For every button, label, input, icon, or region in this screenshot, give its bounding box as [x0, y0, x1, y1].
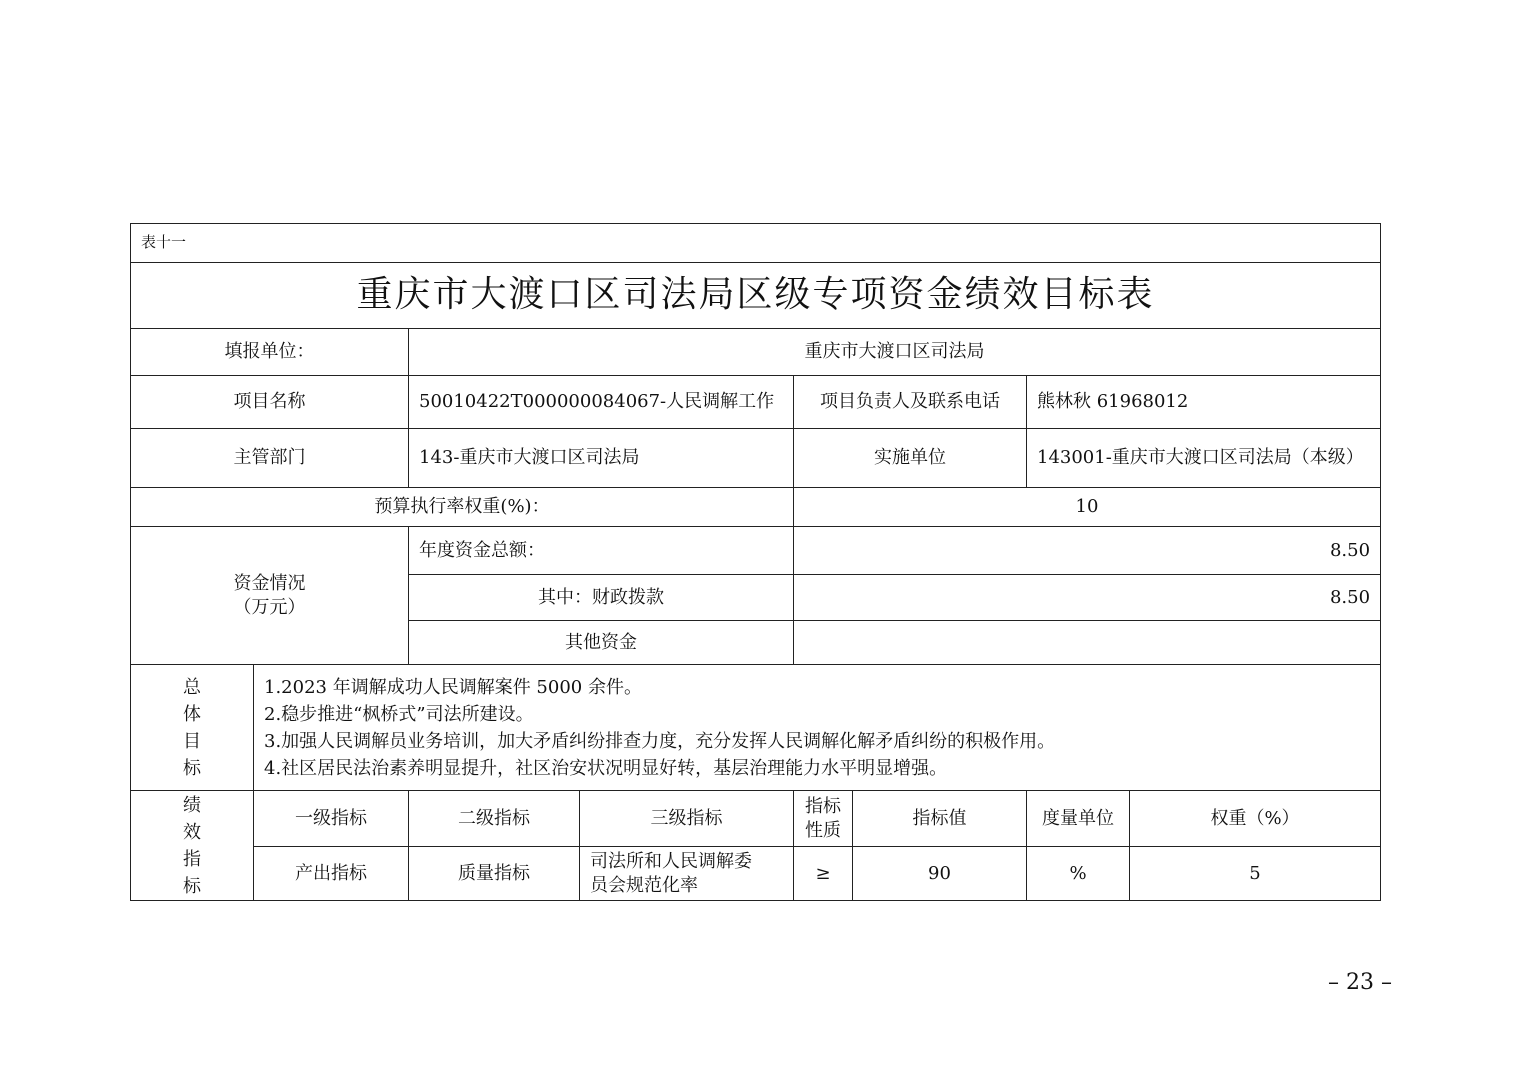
overall-goal-label	[131, 665, 254, 791]
indicators-label-char: 效	[183, 821, 201, 843]
funds-other-label: 其他资金	[409, 621, 794, 665]
project-contact-label: 项目负责人及联系电话	[794, 376, 1027, 429]
funds-total-value: 8.50	[794, 527, 1381, 575]
project-name-value: 50010422T000000084067-人民调解工作	[409, 376, 794, 429]
funds-fiscal-label: 其中：财政拨款	[409, 575, 794, 621]
header-level2: 二级指标	[409, 791, 580, 847]
overall-goal-label-char: 体	[183, 703, 201, 725]
funds-label-line2: （万元）	[233, 596, 306, 618]
indicators-label-char: 标	[183, 875, 201, 897]
project-name-label: 项目名称	[131, 376, 409, 429]
indicators-label	[131, 791, 254, 901]
dept-label: 主管部门	[131, 429, 409, 488]
overall-goal-item: 3.加强人民调解员业务培训，加大矛盾纠纷排查力度，充分发挥人民调解化解矛盾纠纷的积极作用。	[264, 730, 1056, 752]
overall-goal-item: 1.2023 年调解成功人民调解案件 5000 余件。	[264, 676, 642, 698]
indicators-label-char: 绩	[183, 794, 201, 816]
page-number: – 23 –	[1328, 970, 1392, 995]
funds-total-label: 年度资金总额：	[409, 527, 794, 575]
performance-target-table	[130, 223, 1381, 901]
budget-exec-value: 10	[794, 488, 1381, 527]
header-unit: 度量单位	[1027, 791, 1130, 847]
dept-value: 143-重庆市大渡口区司法局	[409, 429, 794, 488]
row-nature: ≥	[794, 847, 853, 901]
row-level2: 质量指标	[409, 847, 580, 901]
impl-unit-value: 143001-重庆市大渡口区司法局（本级）	[1027, 429, 1381, 488]
funds-fiscal-value: 8.50	[794, 575, 1381, 621]
table-number: 表十一	[131, 224, 1381, 263]
project-contact-value: 熊林秋 61968012	[1027, 376, 1381, 429]
funds-other-value	[794, 621, 1381, 665]
header-nature-line2: 性质	[805, 819, 841, 841]
header-nature	[794, 791, 853, 847]
reporting-unit-value: 重庆市大渡口区司法局	[409, 329, 1381, 376]
row-weight: 5	[1130, 847, 1381, 901]
row-level3-line2: 员会规范化率	[590, 874, 698, 896]
impl-unit-label: 实施单位	[794, 429, 1027, 488]
header-nature-line1: 指标	[805, 796, 841, 818]
funds-label-line1: 资金情况	[233, 573, 306, 595]
overall-goal-label-char: 目	[183, 730, 201, 752]
overall-goal-item: 2.稳步推进“枫桥式”司法所建设。	[264, 703, 534, 725]
table-title: 重庆市大渡口区司法局区级专项资金绩效目标表	[131, 263, 1381, 329]
overall-goal-item: 4.社区居民法治素养明显提升，社区治安状况明显好转，基层治理能力水平明显增强。	[264, 757, 948, 779]
row-level3-line1: 司法所和人民调解委	[590, 850, 752, 872]
header-level3: 三级指标	[580, 791, 794, 847]
header-weight: 权重（%）	[1130, 791, 1381, 847]
reporting-unit-label: 填报单位：	[131, 329, 409, 376]
row-value: 90	[853, 847, 1027, 901]
budget-exec-label: 预算执行率权重(%)：	[131, 488, 794, 527]
row-level3	[580, 847, 794, 901]
header-level1: 一级指标	[254, 791, 409, 847]
overall-goal-label-char: 总	[183, 676, 201, 698]
row-level1: 产出指标	[254, 847, 409, 901]
overall-goal-label-char: 标	[183, 757, 201, 779]
table-row	[131, 847, 1381, 901]
row-unit: %	[1027, 847, 1130, 901]
overall-goal-content	[254, 665, 1381, 791]
funds-label	[131, 527, 409, 665]
indicators-label-char: 指	[183, 848, 201, 870]
header-value: 指标值	[853, 791, 1027, 847]
